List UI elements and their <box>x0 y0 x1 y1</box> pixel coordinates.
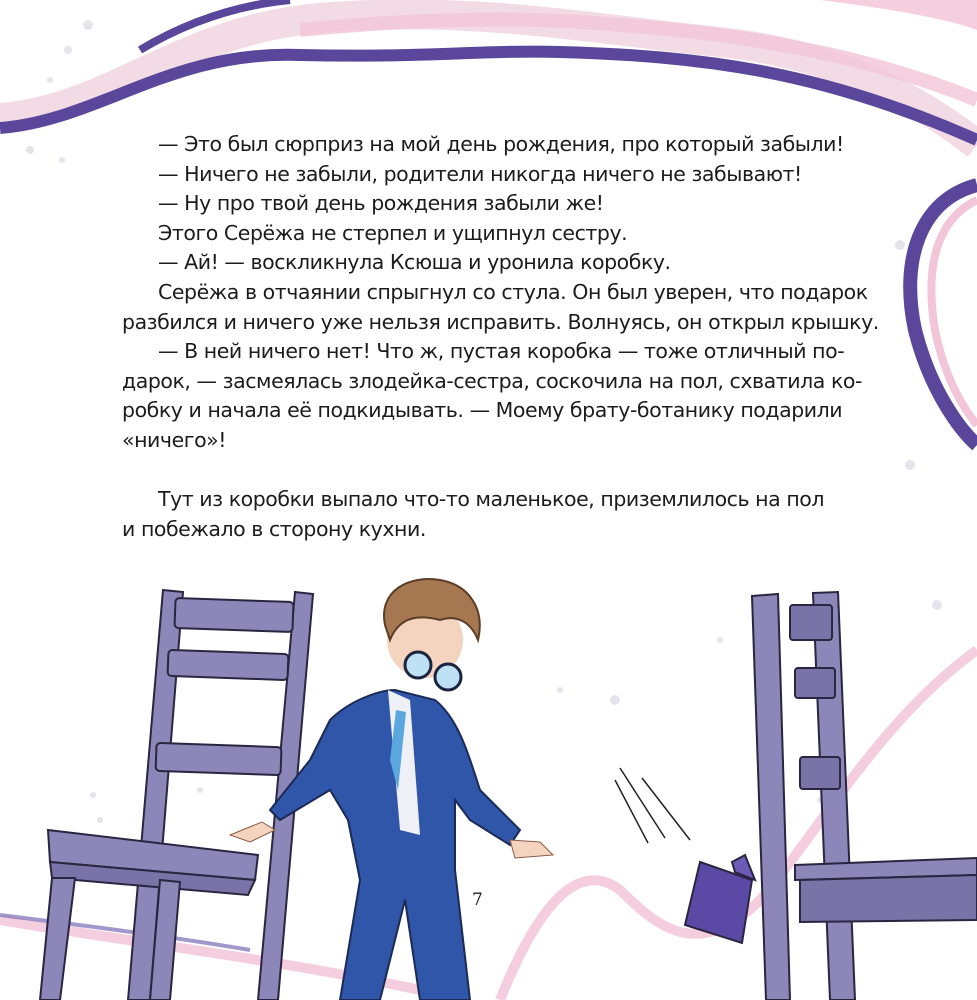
text-line: робку и начала её подкидывать. — Моему брату-ботанику подарили <box>122 398 843 423</box>
text-line: Серёжа в отчаянии спрыгнул со стула. Он был уверен, что подарок <box>158 279 868 304</box>
right-swirl-decoration <box>910 185 977 445</box>
text-line: — Это был сюрприз на мой день рождения, про который забыли! <box>158 132 844 156</box>
right-chair <box>752 592 977 1000</box>
text-line: — Ну про твой день рождения забыли же! <box>158 191 604 216</box>
text-line: — Ай! — воскликнула Ксюша и уронила коробку. <box>158 250 671 275</box>
text-line: — В ней ничего нет! Что ж, пустая коробка — тоже отличный по- <box>158 339 845 364</box>
motion-lines <box>615 768 690 843</box>
text-line: Этого Серёжа не стерпел и ущипнул сестру. <box>158 220 628 245</box>
text-line: и побежало в сторону кухни. <box>122 516 426 541</box>
story-text <box>122 130 879 544</box>
top-swirl-decoration <box>0 0 977 150</box>
text-line: «ничего»! <box>122 427 227 452</box>
page-number: 7 <box>472 890 483 910</box>
text-line: — Ничего не забыли, родители никогда ничего не забывают! <box>158 161 802 186</box>
paragraph-gap <box>122 456 867 486</box>
text-line: разбился и ничего уже нельзя исправить. Волнуясь, он открыл крышку. <box>122 309 879 334</box>
text-line: дарок, — засмеялась злодейка-сестра, соскочила на пол, схватила ко- <box>122 368 862 393</box>
text-line: Тут из коробки выпало что-то маленькое, приземлилось на пол <box>158 487 825 512</box>
